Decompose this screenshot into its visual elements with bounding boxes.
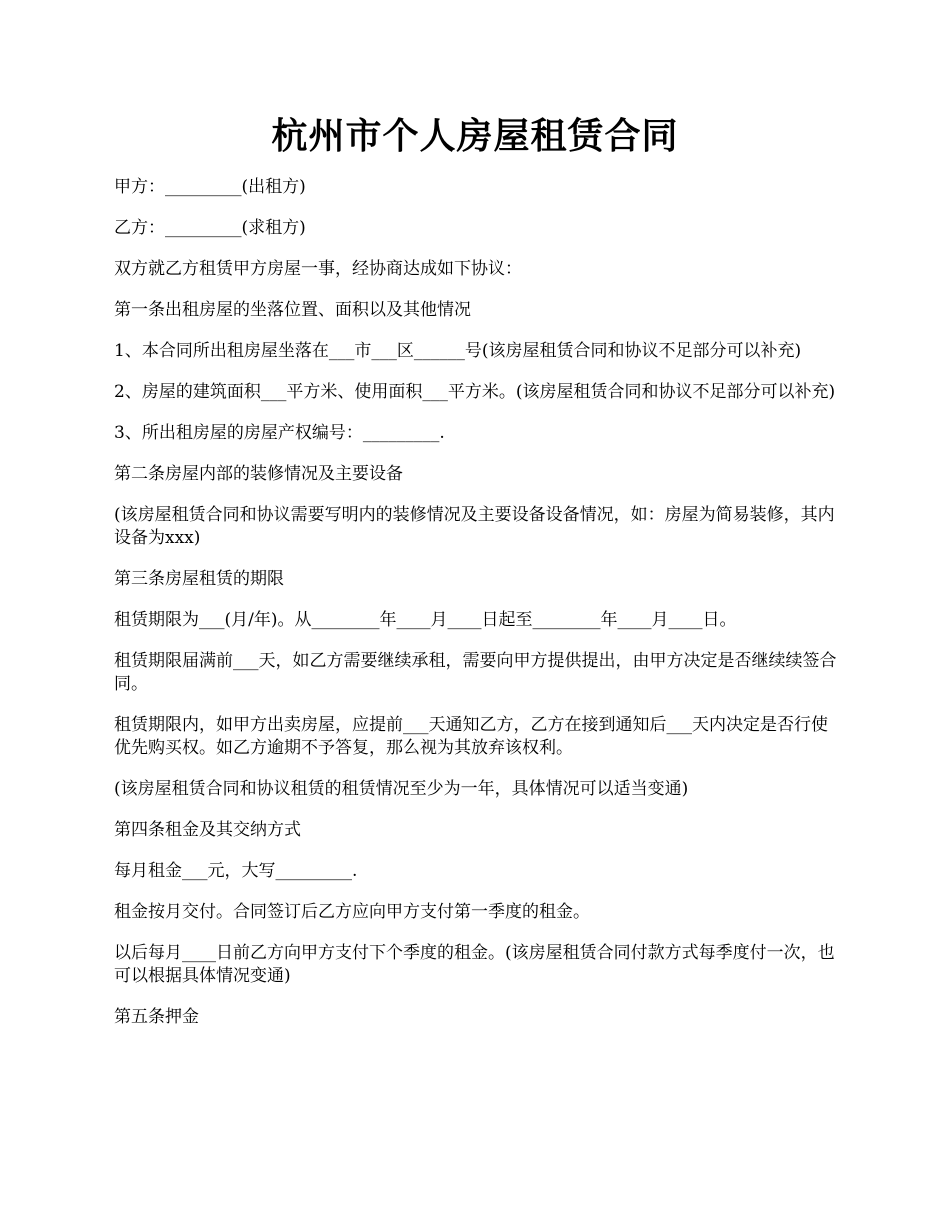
article-5-heading: 第五条押金: [114, 1007, 199, 1027]
article-2-note: (该房屋租赁合同和协议需要写明内的装修情况及主要设备设备情况，如：房屋为简易装修，其内设备为xxx): [114, 505, 835, 548]
article-1-clause-3: 3、所出租房屋的房屋产权编号：_________.: [114, 423, 445, 443]
article-3-note: (该房屋租赁合同和协议租赁的租赁情况至少为一年，具体情况可以适当变通): [114, 779, 689, 799]
party-a-line: 甲方：_________(出租方): [114, 177, 306, 197]
rent-payment-clause: 租金按月交付。合同签订后乙方应向甲方支付第一季度的租金。: [114, 902, 590, 922]
article-1-clause-1: 1、本合同所出租房屋坐落在___市___区______号(该房屋租赁合同和协议不足部分可以补充): [114, 341, 802, 361]
article-3-heading: 第三条房屋租赁的期限: [114, 569, 284, 589]
preemption-clause: 租赁期限内，如甲方出卖房屋，应提前___天通知乙方，乙方在接到通知后___天内决定是否行使优先购买权。如乙方逾期不予答复，那么视为其放弃该权利。: [114, 715, 828, 758]
subsequent-payment-clause: 以后每月____日前乙方向甲方支付下个季度的租金。(该房屋租赁合同付款方式每季度付一次，也可以根据具体情况变通): [114, 943, 835, 986]
document-body: [114, 176, 840, 1047]
article-1-clause-2: 2、房屋的建筑面积___平方米、使用面积___平方米。(该房屋租赁合同和协议不足部分可以补充): [114, 382, 836, 402]
agreement-intro: 双方就乙方租赁甲方房屋一事，经协商达成如下协议：: [114, 259, 522, 279]
article-2-heading: 第二条房屋内部的装修情况及主要设备: [114, 464, 403, 484]
article-1-heading: 第一条出租房屋的坐落位置、面积以及其他情况: [114, 300, 471, 320]
lease-renewal-clause: 租赁期限届满前___天，如乙方需要继续承租，需要向甲方提供提出，由甲方决定是否继续续签合同。: [114, 651, 837, 694]
document-title: 杭州市个人房屋租赁合同: [271, 115, 679, 157]
lease-term-line: 租赁期限为___(月/年)。从________年____月____日起至________年____月____日。: [114, 610, 737, 630]
article-4-heading: 第四条租金及其交纳方式: [114, 820, 301, 840]
party-b-line: 乙方：_________(求租方): [114, 218, 306, 238]
monthly-rent-line: 每月租金___元，大写_________.: [114, 861, 358, 881]
